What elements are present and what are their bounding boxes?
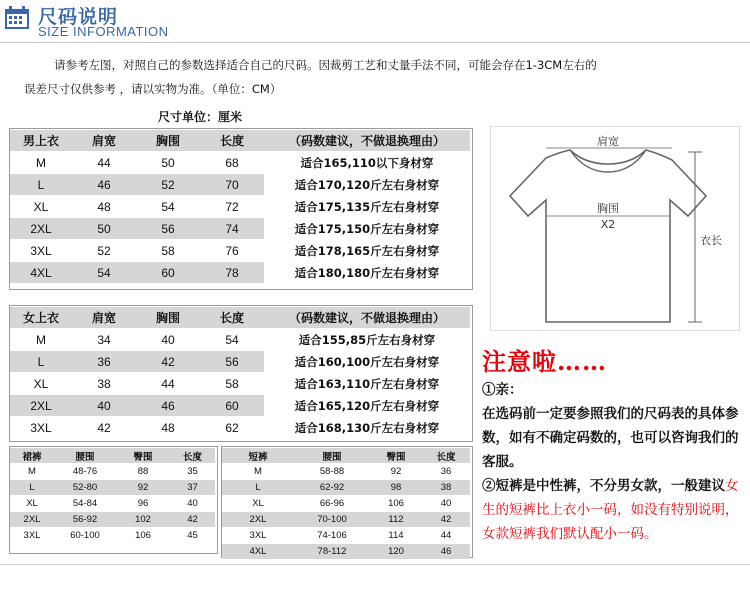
cell: 120 (370, 544, 422, 559)
cell: 50 (72, 218, 136, 239)
cell: 60-100 (54, 528, 116, 543)
cell: 68 (200, 152, 264, 173)
table-row (10, 512, 215, 527)
col-header: 肩宽 (72, 130, 136, 151)
cell: 42 (170, 512, 215, 527)
cell: 45 (170, 528, 215, 543)
col-header: （码数建议，不做退换理由） (264, 130, 470, 151)
cell: 42 (136, 351, 200, 372)
cell: 52 (136, 174, 200, 195)
col-header: 腰围 (294, 448, 370, 463)
cell: 60 (136, 262, 200, 283)
cell: 50 (136, 152, 200, 173)
cell: 3XL (10, 417, 72, 438)
cell: L (10, 480, 54, 495)
cell: 54 (72, 262, 136, 283)
cell: 106 (370, 496, 422, 511)
table-header-row (10, 130, 470, 151)
notice-text (482, 378, 744, 546)
cell: 92 (116, 480, 170, 495)
table-row (222, 496, 470, 511)
col-header: 女上衣 (10, 307, 72, 328)
cell: M (10, 152, 72, 173)
col-header: （码数建议，不做退换理由） (264, 307, 470, 328)
cell: 38 (422, 480, 470, 495)
col-header: 长度 (422, 448, 470, 463)
cell: 74-106 (294, 528, 370, 543)
cell: 70 (200, 174, 264, 195)
cell: 52 (72, 240, 136, 261)
cell: 4XL (222, 544, 294, 559)
cell: 78 (200, 262, 264, 283)
cell: 2XL (222, 512, 294, 527)
table-row (10, 262, 470, 283)
cell: 46 (72, 174, 136, 195)
cell: 46 (422, 544, 470, 559)
cell: XL (10, 496, 54, 511)
cell: 114 (370, 528, 422, 543)
table-header-row (10, 448, 215, 463)
notice-p1: 在选码前一定要参照我们的尺码表的具体参数，如有不确定码数的，也可以咨询我们的客服。 (482, 406, 739, 470)
cell: 92 (370, 464, 422, 479)
col-header: 胸围 (136, 307, 200, 328)
cell-tip: 适合165,120斤左右身材穿 (264, 395, 470, 416)
cell: 112 (370, 512, 422, 527)
notice-p2 (482, 474, 744, 546)
cell: 62 (200, 417, 264, 438)
cell: 36 (422, 464, 470, 479)
col-header: 腰围 (54, 448, 116, 463)
cell: 42 (422, 512, 470, 527)
cell: XL (10, 196, 72, 217)
page-title: 尺码说明 (38, 6, 119, 28)
cell: 48 (72, 196, 136, 217)
cell-tip: 适合175,135斤左右身材穿 (264, 196, 470, 217)
cell: 52-80 (54, 480, 116, 495)
cell-tip: 适合160,100斤左右身材穿 (264, 351, 470, 372)
intro-line-2: 误差尺寸仅供参考 ，请以实物为准。（单位：CM） (24, 82, 282, 96)
table-row (10, 464, 215, 479)
table-row (222, 528, 470, 543)
cell-tip: 适合178,165斤左右身材穿 (264, 240, 470, 261)
table-row (10, 174, 470, 195)
footer-divider (0, 564, 750, 565)
chest-multiplier: X2 (600, 218, 616, 231)
cell: 72 (200, 196, 264, 217)
table-header-row (222, 448, 470, 463)
col-header: 胸围 (136, 130, 200, 151)
cell: XL (10, 373, 72, 394)
cell-tip: 适合155,85斤左右身材穿 (264, 329, 470, 350)
notice-title: 注意啦…… (482, 347, 607, 376)
cell: 70-100 (294, 512, 370, 527)
table-row (222, 544, 470, 559)
cell: 74 (200, 218, 264, 239)
notice-p2-red: 女生的短裤比上衣小一码，如没有特别说明，女款短裤我们默认配小一码。 (482, 478, 739, 542)
cell: 36 (72, 351, 136, 372)
cell: 96 (116, 496, 170, 511)
cell: 44 (422, 528, 470, 543)
table-row (10, 395, 470, 416)
cell: 2XL (10, 218, 72, 239)
women-size-table (10, 306, 470, 439)
col-header: 男上衣 (10, 130, 72, 151)
cell: 58 (200, 373, 264, 394)
cell: 58 (136, 240, 200, 261)
col-header: 短裤 (222, 448, 294, 463)
cell: 88 (116, 464, 170, 479)
cell: 98 (370, 480, 422, 495)
table-row (10, 240, 470, 261)
cell: L (10, 351, 72, 372)
cell: 2XL (10, 512, 54, 527)
cell: 3XL (10, 528, 54, 543)
table-row (10, 218, 470, 239)
cell: 46 (136, 395, 200, 416)
table-row (10, 351, 470, 372)
cell-tip: 适合175,150斤左右身材穿 (264, 218, 470, 239)
cell: 34 (72, 329, 136, 350)
header-divider (0, 42, 750, 43)
col-header: 裙裤 (10, 448, 54, 463)
cell: 44 (72, 152, 136, 173)
notice-p2-head: ②短裤是中性裤，不分男女款，一般建议 (482, 478, 725, 494)
length-label: 衣长 (700, 234, 722, 247)
cell: 40 (136, 329, 200, 350)
cell-tip: 适合163,110斤左右身材穿 (264, 373, 470, 394)
cell: 102 (116, 512, 170, 527)
cell-tip: 适合170,120斤左右身材穿 (264, 174, 470, 195)
cell: M (10, 464, 54, 479)
cell: 54 (136, 196, 200, 217)
cell: 56 (200, 351, 264, 372)
tshirt-measurement-diagram (490, 126, 740, 331)
table-row (10, 480, 215, 495)
shoulder-label: 肩宽 (597, 135, 619, 148)
cell: 4XL (10, 262, 72, 283)
col-header: 长度 (170, 448, 215, 463)
cell: 40 (170, 496, 215, 511)
cell: 62-92 (294, 480, 370, 495)
men-size-table (10, 129, 470, 284)
col-header: 臀围 (370, 448, 422, 463)
calendar-icon (4, 6, 30, 30)
col-header: 肩宽 (72, 307, 136, 328)
cell: 3XL (222, 528, 294, 543)
page-subtitle: SIZE INFORMATION (38, 24, 169, 39)
cell: 54-84 (54, 496, 116, 511)
cell: 37 (170, 480, 215, 495)
cell: 56 (136, 218, 200, 239)
table-row (10, 528, 215, 543)
cell: 56-92 (54, 512, 116, 527)
cell: 58-88 (294, 464, 370, 479)
cell: 3XL (10, 240, 72, 261)
col-header: 长度 (200, 130, 264, 151)
intro-line-1: 请参考左图，对照自己的参数选择适合自己的尺码。因裁剪工艺和丈量手法不同，可能会存在1-3CM左右的 (54, 58, 597, 72)
col-header: 臀围 (116, 448, 170, 463)
cell: 42 (72, 417, 136, 438)
cell: 48-76 (54, 464, 116, 479)
cell: M (222, 464, 294, 479)
cell: 35 (170, 464, 215, 479)
cell: 76 (200, 240, 264, 261)
cell: 78-112 (294, 544, 370, 559)
cell-tip: 适合180,180斤左右身材穿 (264, 262, 470, 283)
table-row (10, 152, 470, 173)
cell: L (10, 174, 72, 195)
pants-size-table (10, 447, 215, 544)
table-row (10, 373, 470, 394)
cell: L (222, 480, 294, 495)
table-row (222, 480, 470, 495)
cell-tip: 适合165,110以下身材穿 (264, 152, 470, 173)
chest-label: 胸围 (597, 202, 619, 215)
notice-p1-head: ①亲： (482, 382, 523, 398)
cell: 40 (72, 395, 136, 416)
table-row (10, 329, 470, 350)
table-row (222, 512, 470, 527)
table-row (10, 196, 470, 217)
cell: 106 (116, 528, 170, 543)
cell: 48 (136, 417, 200, 438)
intro-text (24, 53, 734, 101)
col-header: 长度 (200, 307, 264, 328)
cell: 40 (422, 496, 470, 511)
table-header-row (10, 307, 470, 328)
shorts-size-table (222, 447, 470, 560)
cell: 38 (72, 373, 136, 394)
cell: 60 (200, 395, 264, 416)
cell: XL (222, 496, 294, 511)
cell: 44 (136, 373, 200, 394)
table-row (10, 496, 215, 511)
cell: M (10, 329, 72, 350)
cell-tip: 适合168,130斤左右身材穿 (264, 417, 470, 438)
unit-label: 尺寸单位：厘米 (158, 110, 243, 124)
table-row (222, 464, 470, 479)
cell: 2XL (10, 395, 72, 416)
cell: 54 (200, 329, 264, 350)
cell: 66-96 (294, 496, 370, 511)
table-row (10, 417, 470, 438)
